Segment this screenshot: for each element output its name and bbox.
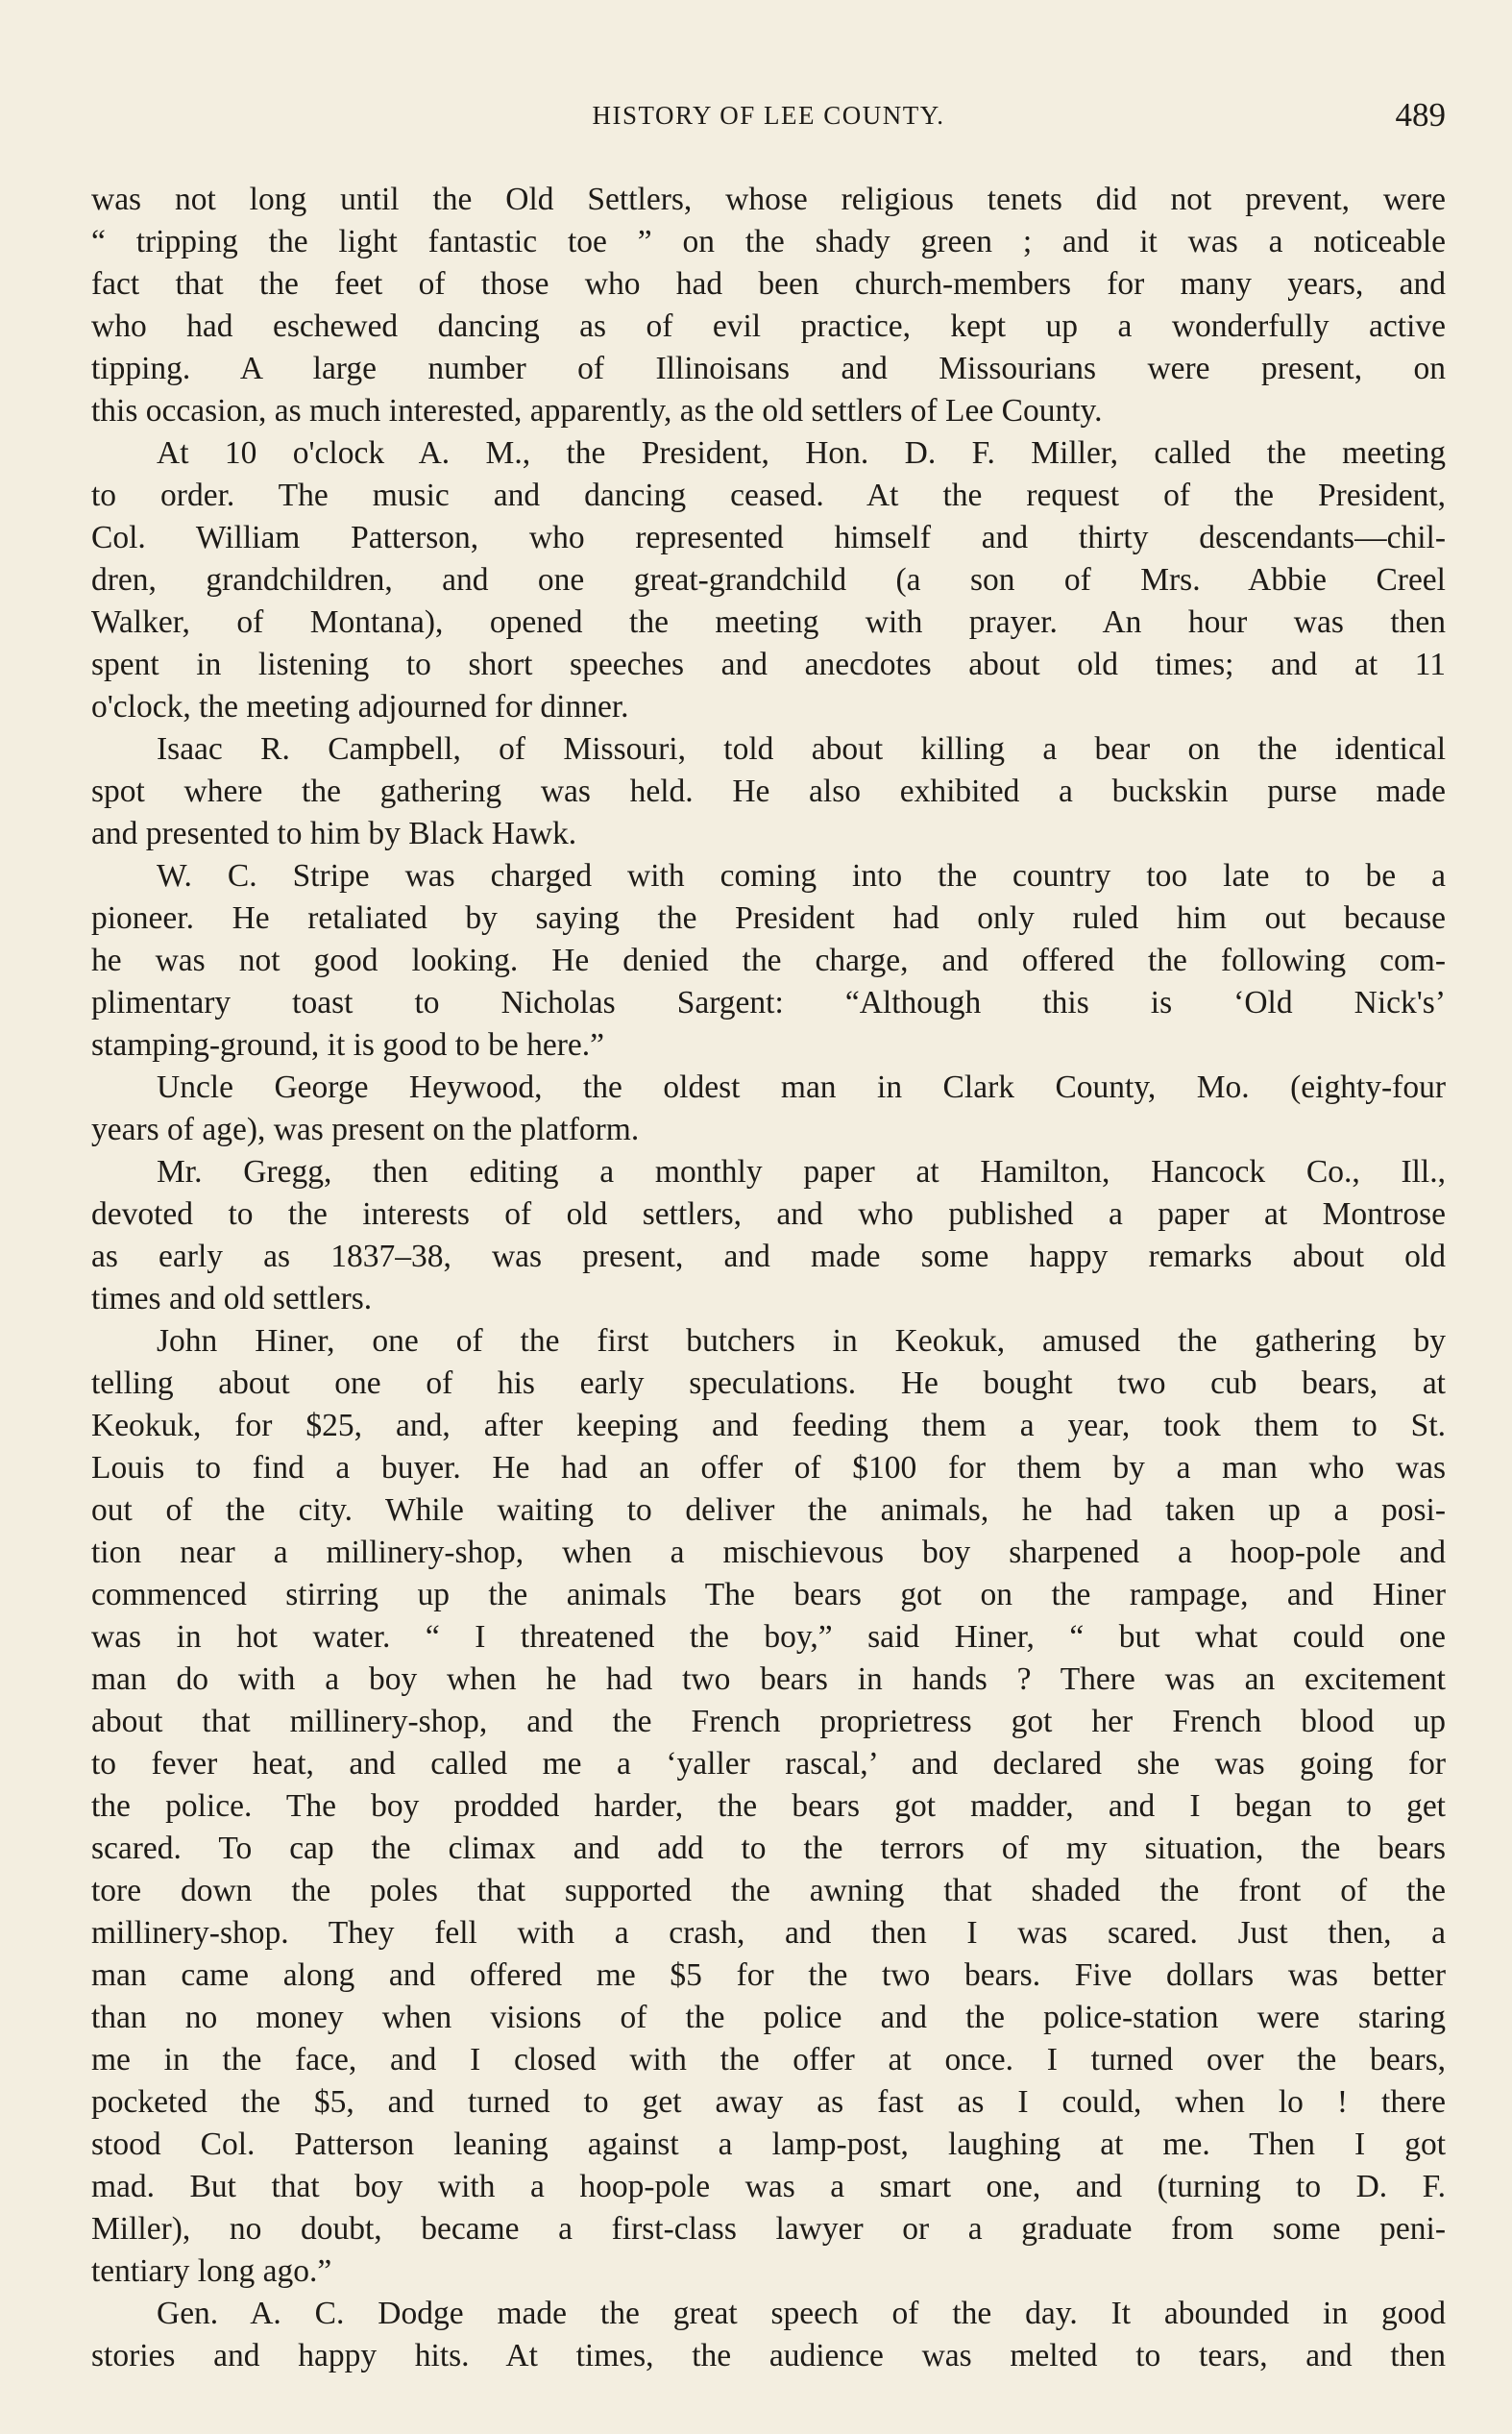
text-line: Keokuk, for $25, and, after keeping and feeding them a year, took them to St. (91, 1408, 1446, 1443)
text-line: tion near a millinery-shop, when a mischievous boy sharpened a hoop-pole and (91, 1535, 1446, 1570)
text-line: Isaac R. Campbell, of Missouri, told about killing a bear on the identical (157, 731, 1446, 767)
text-line: tentiary long ago.” (91, 2253, 332, 2289)
text-line: mad. But that boy with a hoop-pole was a smart one, and (turning to D. F. (91, 2169, 1446, 2204)
text-line: man came along and offered me $5 for the two bears. Five dollars was better (91, 1957, 1446, 1993)
text-line: to order. The music and dancing ceased. At the request of the President, (91, 478, 1446, 513)
text-line: John Hiner, one of the first butchers in Keokuk, amused the gathering by (157, 1323, 1446, 1359)
text-line: tipping. A large number of Illinoisans and Missourians were present, on (91, 351, 1446, 386)
text-line: to fever heat, and called me a ‘yaller rascal,’ and declared she was going for (91, 1746, 1446, 1782)
text-line: Col. William Patterson, who represented himself and thirty descendants—chil- (91, 520, 1446, 555)
text-line: plimentary toast to Nicholas Sargent: “Although this is ‘Old Nick's’ (91, 985, 1446, 1020)
text-line: man do with a boy when he had two bears in hands ? There was an excitement (91, 1661, 1446, 1697)
text-line: was not long until the Old Settlers, whose religious tenets did not prevent, were (91, 182, 1446, 217)
text-line: fact that the feet of those who had been church-members for many years, and (91, 266, 1446, 302)
text-line: this occasion, as much interested, apparently, as the old settlers of Lee County. (91, 393, 1103, 429)
body-text (91, 179, 1446, 2377)
running-header (91, 96, 1446, 142)
text-line: W. C. Stripe was charged with coming into the country too late to be a (157, 858, 1446, 894)
text-line: At 10 o'clock A. M., the President, Hon. D. F. Miller, called the meeting (157, 435, 1446, 471)
text-line: o'clock, the meeting adjourned for dinner. (91, 689, 629, 725)
text-line: out of the city. While waiting to deliver the animals, he had taken up a posi- (91, 1492, 1446, 1528)
text-line: stories and happy hits. At times, the audience was melted to tears, and then (91, 2338, 1446, 2373)
text-line: Uncle George Heywood, the oldest man in Clark County, Mo. (eighty-four (157, 1069, 1446, 1105)
running-title: HISTORY OF LEE COUNTY. (592, 101, 945, 130)
text-line: spot where the gathering was held. He also exhibited a buckskin purse made (91, 774, 1446, 809)
text-line: Mr. Gregg, then editing a monthly paper at Hamilton, Hancock Co., Ill., (157, 1154, 1446, 1190)
text-line: about that millinery-shop, and the French proprietress got her French blood up (91, 1704, 1446, 1739)
text-line: he was not good looking. He denied the charge, and offered the following com- (91, 943, 1446, 978)
page-number: 489 (1395, 96, 1446, 134)
text-line: telling about one of his early speculations. He bought two cub bears, at (91, 1365, 1446, 1401)
text-line: millinery-shop. They fell with a crash, and then I was scared. Just then, a (91, 1915, 1446, 1951)
text-line: commenced stirring up the animals The bears got on the rampage, and Hiner (91, 1577, 1446, 1612)
text-line: was in hot water. “ I threatened the boy,” said Hiner, “ but what could one (91, 1619, 1446, 1655)
text-line: stood Col. Patterson leaning against a lamp-post, laughing at me. Then I got (91, 2127, 1446, 2162)
text-line: who had eschewed dancing as of evil practice, kept up a wonderfully active (91, 308, 1446, 344)
text-line: pocketed the $5, and turned to get away as fast as I could, when lo ! there (91, 2084, 1446, 2120)
text-line: the police. The boy prodded harder, the bears got madder, and I began to get (91, 1788, 1446, 1824)
text-line: “ tripping the light fantastic toe ” on the shady green ; and it was a noticeable (91, 224, 1446, 259)
text-line: than no money when visions of the police and the police-station were staring (91, 2000, 1446, 2035)
text-line: pioneer. He retaliated by saying the President had only ruled him out because (91, 900, 1446, 936)
text-line: and presented to him by Black Hawk. (91, 816, 577, 851)
text-line: times and old settlers. (91, 1281, 373, 1316)
text-line: Miller), no doubt, became a first-class lawyer or a graduate from some peni- (91, 2211, 1446, 2247)
text-line: Walker, of Montana), opened the meeting with prayer. An hour was then (91, 604, 1446, 640)
text-line: Gen. A. C. Dodge made the great speech of the day. It abounded in good (157, 2296, 1446, 2331)
text-line: scared. To cap the climax and add to the terrors of my situation, the bears (91, 1831, 1446, 1866)
text-line: me in the face, and I closed with the offer at once. I turned over the bears, (91, 2042, 1446, 2078)
text-line: years of age), was present on the platform. (91, 1112, 640, 1147)
text-line: devoted to the interests of old settlers, and who published a paper at Montrose (91, 1196, 1446, 1232)
text-line: Louis to find a buyer. He had an offer of $100 for them by a man who was (91, 1450, 1446, 1486)
text-line: spent in listening to short speeches and anecdotes about old times; and at 11 (91, 647, 1446, 682)
text-line: as early as 1837–38, was present, and made some happy remarks about old (91, 1239, 1446, 1274)
text-line: stamping-ground, it is good to be here.” (91, 1027, 605, 1063)
text-line: dren, grandchildren, and one great-grandchild (a son of Mrs. Abbie Creel (91, 562, 1446, 598)
text-line: tore down the poles that supported the awning that shaded the front of the (91, 1873, 1446, 1908)
